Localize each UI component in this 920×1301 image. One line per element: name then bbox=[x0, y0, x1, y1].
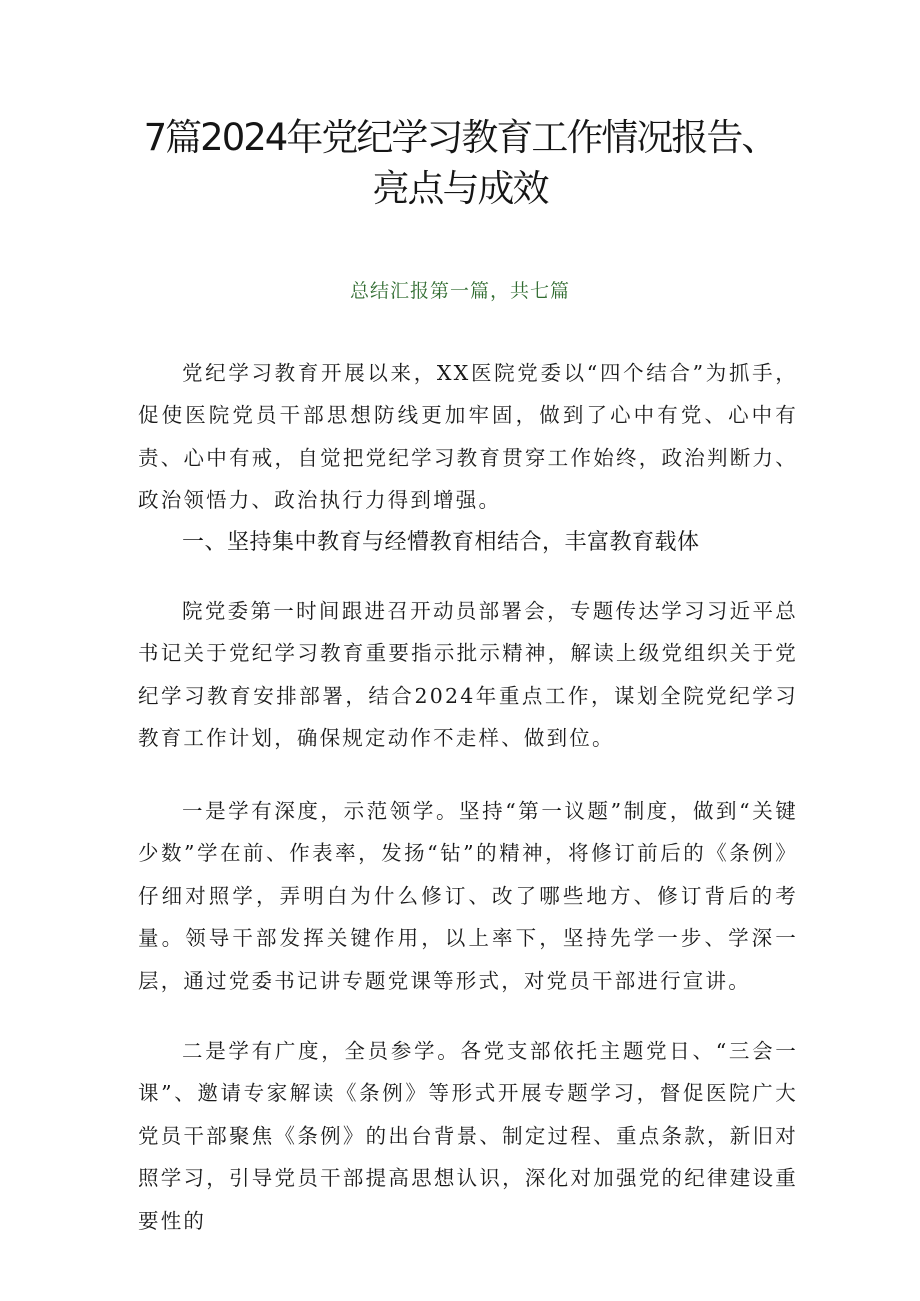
intro-paragraph: 党纪学习教育开展以来，XX医院党委以“四个结合”为抓手，促使医院党员干部思想防线更加牢固，做到了心中有党、心中有责、心中有戒，自觉把党纪学习教育贯穿工作始终，政治判断力、政治领悟力、政治执行力得到增强。 bbox=[138, 360, 798, 513]
document-subtitle: 总结汇报第一篇，共七篇 bbox=[349, 280, 570, 302]
section1-paragraph-1: 院党委第一时间跟进召开动员部署会，专题传达学习习近平总书记关于党纪学习教育重要指示批示精神，解读上级党组织关于党纪学习教育安排部署，结合2024年重点工作，谋划全院党纪学习教育工作计划，确保规定动作不走样、做到位。 bbox=[138, 598, 798, 751]
section1-paragraph-2: 一是学有深度，示范领学。坚持“第一议题”制度，做到“关键少数”学在前、作表率，发扬“钻”的精神，将修订前后的《条例》仔细对照学，弄明白为什么修订、改了哪些地方、修订背后的考量。领导干部发挥关键作用，以上率下，坚持先学一步、学深一层，通过党委书记讲专题党课等形式，对党员干部进行宣讲。 bbox=[138, 798, 798, 993]
document-title-line1: 7篇2024年党纪学习教育工作情况报告、 bbox=[143, 116, 777, 159]
document-title-line2: 亮点与成效 bbox=[372, 167, 548, 210]
section1-paragraph-3: 二是学有广度，全员参学。各党支部依托主题党日、“三会一课”、邀请专家解读《条例》等形式开展专题学习，督促医院广大党员干部聚焦《条例》的出台背景、制定过程、重点条款，新旧对照学习，引导党员干部提高思想认识，深化对加强党的纪律建设重要性的 bbox=[138, 1038, 798, 1233]
section-heading-1: 一、坚持集中教育与经懵教育相结合，丰富教育载体 bbox=[182, 530, 700, 555]
